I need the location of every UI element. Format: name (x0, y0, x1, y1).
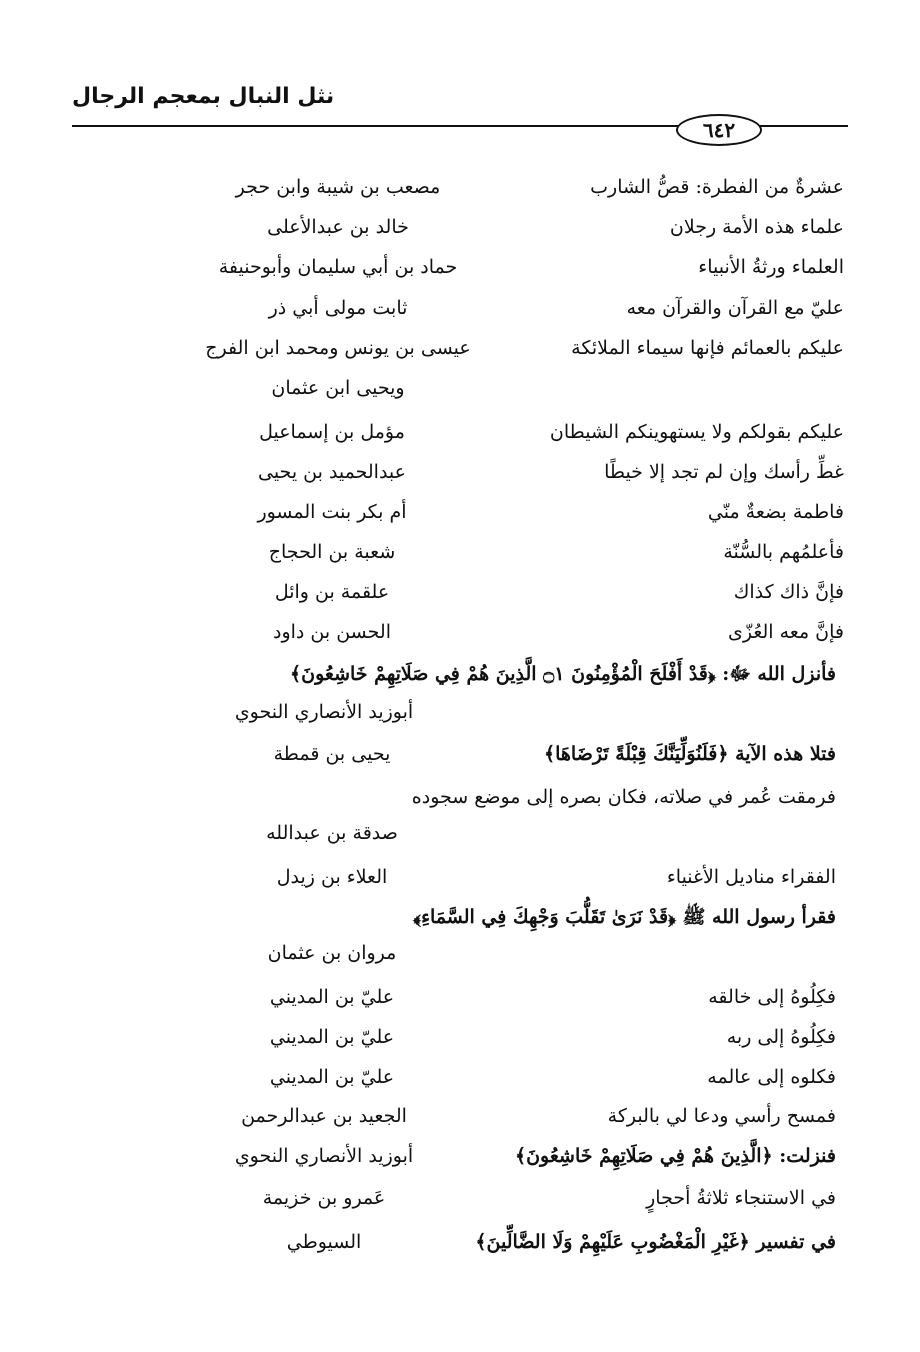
entry-narrator: يحيى بن قمطة (273, 743, 391, 765)
entry-narrator: ثابت مولى أبي ذر (268, 297, 408, 319)
entry-phrase: عليكم بالعمائم فإنها سيماء الملائكة (571, 337, 844, 359)
entry-phrase: فكِلُوهُ إلى خالقه (708, 986, 836, 1008)
entry-narrator: ويحيى ابن عثمان (271, 377, 405, 399)
entry-phrase: فأعلمُهم بالسُّنّة (723, 541, 844, 563)
entry-phrase: فمسح رأسي ودعا لي بالبركة (607, 1105, 836, 1127)
entry-narrator: عليّ بن المديني (269, 1066, 395, 1088)
entry-row (0, 207, 920, 247)
entry-narrator: الحسن بن داود (273, 621, 391, 643)
entry-row (0, 1222, 920, 1262)
entry-row (0, 1178, 920, 1218)
entry-row (0, 654, 920, 694)
entry-row (0, 288, 920, 328)
entry-row (0, 167, 920, 207)
entry-phrase: في تفسير ﴿غَيْرِ الْمَغْضُوبِ عَلَيْهِمْ وَلَا الضَّالِّينَ﴾ (475, 1231, 836, 1253)
entry-row (0, 328, 920, 368)
entry-narrator: خالد بن عبدالأعلى (267, 216, 409, 238)
entry-phrase: عليّ مع القرآن والقرآن معه (626, 297, 844, 319)
entry-narrator: علقمة بن وائل (274, 581, 390, 603)
entry-row (0, 532, 920, 572)
entry-phrase: عشرةٌ من الفطرة: قصُّ الشارب (590, 176, 844, 198)
entry-row (0, 1136, 920, 1176)
entry-row (0, 977, 920, 1017)
entry-row (0, 1096, 920, 1136)
entry-row (0, 692, 920, 732)
entry-row (0, 572, 920, 612)
entry-row (0, 368, 920, 408)
entry-phrase: العلماء ورثةُ الأنبياء (698, 256, 844, 278)
entry-narrator: مصعب بن شيبة وابن حجر (235, 176, 441, 198)
entry-phrase: علماء هذه الأمة رجلان (669, 216, 844, 238)
entry-phrase: فكِلُوهُ إلى ربه (726, 1026, 836, 1048)
entry-narrator: مروان بن عثمان (267, 942, 397, 964)
entry-row (0, 412, 920, 452)
entry-row (0, 813, 920, 853)
entry-phrase: فاطمة بضعةٌ منّي (707, 501, 844, 523)
entry-narrator: عليّ بن المديني (269, 986, 395, 1008)
entry-phrase: غطِّ رأسك وإن لم تجد إلا خيطًا (604, 461, 844, 483)
entry-narrator: الجعيد بن عبدالرحمن (241, 1105, 407, 1127)
entry-row (0, 1017, 920, 1057)
entry-row (0, 452, 920, 492)
entry-narrator: السيوطي (286, 1231, 362, 1253)
entry-row (0, 933, 920, 973)
entry-narrator: عليّ بن المديني (269, 1026, 395, 1048)
entry-phrase: فنزلت: ﴿الَّذِينَ هُمْ فِي صَلَاتِهِمْ خَاشِعُونَ﴾ (514, 1145, 836, 1167)
entry-narrator: عيسى بن يونس ومحمد ابن الفرج (205, 337, 471, 359)
entry-phrase: فتلا هذه الآية ﴿فَلَنُوَلِّيَنَّكَ قِبْلَةً تَرْضَاهَا﴾ (543, 743, 836, 765)
entry-narrator: شعبة بن الحجاج (268, 541, 396, 563)
entry-narrator: أبوزيد الأنصاري النحوي (234, 701, 414, 723)
entry-row (0, 1057, 920, 1097)
entry-narrator: أم بكر بنت المسور (257, 501, 407, 523)
entry-phrase: فكلوه إلى عالمه (707, 1066, 836, 1088)
entry-narrator: حماد بن أبي سليمان وأبوحنيفة (218, 256, 458, 278)
entry-phrase: فأنزل الله ﷻ: ﴿قَدْ أَفْلَحَ الْمُؤْمِنُونَ ۝١ الَّذِينَ هُمْ فِي صَلَاتِهِمْ خَاشِعُونَ﴾ (290, 663, 836, 685)
entry-phrase: الفقراء مناديل الأغنياء (666, 866, 836, 888)
page-number: ٦٤٢ (676, 114, 762, 146)
entry-phrase: في الاستنجاء ثلاثةُ أحجارٍ (646, 1187, 836, 1209)
entry-row (0, 857, 920, 897)
entry-row (0, 777, 920, 817)
entry-narrator: عَمرو بن خزيمة (262, 1187, 386, 1209)
entry-narrator: مؤمل بن إسماعيل (259, 421, 405, 443)
entry-row (0, 612, 920, 652)
entry-row (0, 247, 920, 287)
entry-phrase: فقرأ رسول الله ﷺ ﴿قَدْ نَرَىٰ تَقَلُّبَ وَجْهِكَ فِي السَّمَاءِ﴾ (413, 906, 836, 928)
entry-row (0, 492, 920, 532)
entry-phrase: فإنَّ ذاك كذاك (733, 581, 844, 603)
entry-narrator: العلاء بن زيدل (276, 866, 388, 888)
entry-phrase: فرمقت عُمر في صلاته، فكان بصره إلى موضع سجوده (411, 786, 836, 808)
entry-phrase: فإنَّ معه العُزّى (727, 621, 844, 643)
entry-narrator: أبوزيد الأنصاري النحوي (234, 1145, 414, 1167)
entry-row (0, 897, 920, 937)
entry-phrase: عليكم بقولكم ولا يستهوينكم الشيطان (549, 421, 844, 443)
page-title: نثل النبال بمعجم الرجال (72, 84, 335, 109)
entry-row (0, 734, 920, 774)
entry-narrator: صدقة بن عبدالله (266, 822, 398, 844)
entry-narrator: عبدالحميد بن يحيى (257, 461, 407, 483)
